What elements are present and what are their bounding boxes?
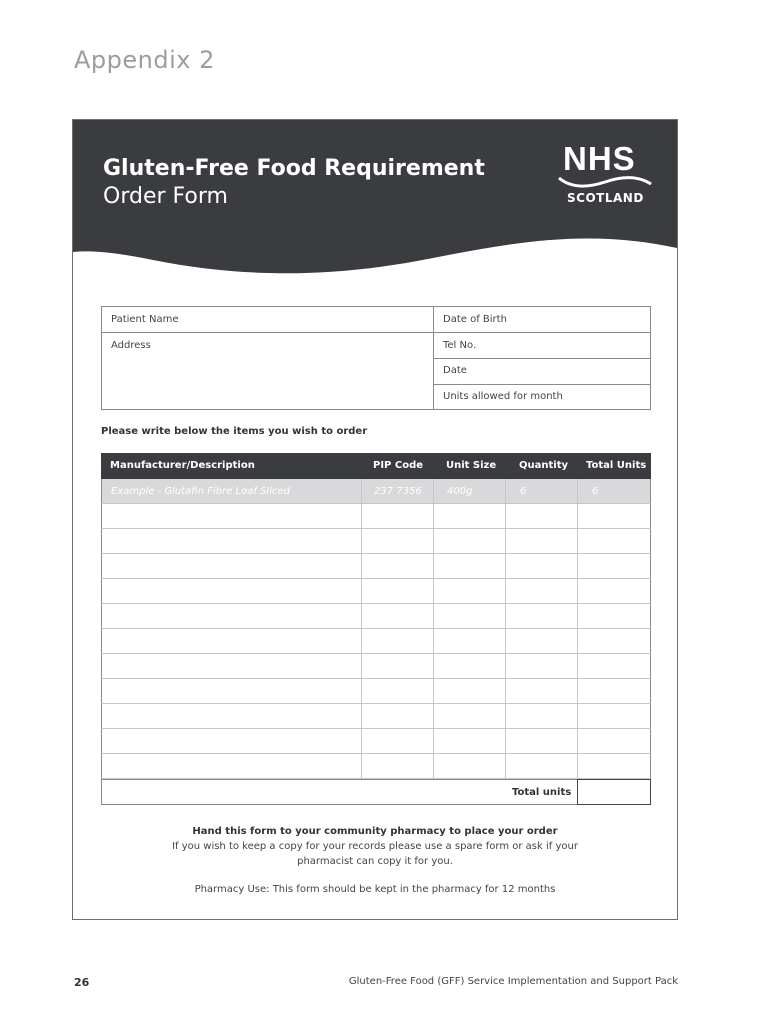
date-label: Date [443, 365, 467, 376]
table-row[interactable] [101, 654, 651, 679]
table-header [101, 453, 651, 479]
table-row[interactable] [101, 579, 651, 604]
form-subtitle: Order Form [103, 184, 228, 209]
patient-name-label: Patient Name [111, 314, 179, 325]
order-form [72, 119, 678, 920]
tel-label: Tel No. [443, 340, 477, 351]
nhs-logo-subtext: SCOTLAND [567, 191, 644, 205]
nhs-wave-icon [557, 174, 653, 190]
form-title: Gluten-Free Food Requirement [103, 156, 485, 181]
table-row[interactable] [101, 754, 651, 779]
example-size: 400g [447, 486, 473, 497]
order-table [101, 453, 651, 805]
col-manufacturer: Manufacturer/Description [110, 460, 255, 471]
total-units-label: Total units [512, 787, 572, 798]
col-pip-code: PIP Code [373, 460, 424, 471]
example-description: Example - Glutafin Fibre Loaf Sliced [111, 486, 290, 497]
example-quantity: 6 [520, 486, 527, 497]
table-row[interactable] [101, 529, 651, 554]
dob-label: Date of Birth [443, 314, 507, 325]
table-row[interactable] [101, 554, 651, 579]
table-row[interactable] [101, 729, 651, 754]
table-row[interactable] [101, 604, 651, 629]
table-row[interactable] [101, 679, 651, 704]
footer-note-3: pharmacist can copy it for you. [297, 856, 453, 867]
total-units-field[interactable] [577, 779, 651, 805]
table-row[interactable] [101, 504, 651, 529]
footer-note-2: If you wish to keep a copy for your records please use a spare form or ask if your [172, 841, 578, 852]
total-row [101, 779, 651, 805]
appendix-title: Appendix 2 [74, 46, 215, 74]
example-total: 6 [592, 486, 599, 497]
table-row[interactable] [101, 629, 651, 654]
units-allowed-label: Units allowed for month [443, 391, 563, 402]
col-total-units: Total Units [586, 460, 647, 471]
example-pip: 237 7356 [374, 486, 422, 497]
page-number: 26 [74, 976, 90, 989]
footer-note-1: Hand this form to your community pharmacy to place your order [192, 826, 558, 837]
page-footer: Gluten-Free Food (GFF) Service Implementation and Support Pack [348, 976, 678, 987]
col-quantity: Quantity [519, 460, 568, 471]
instructions: Please write below the items you wish to order [101, 426, 368, 437]
example-row [101, 479, 651, 504]
pharmacy-note: Pharmacy Use: This form should be kept in the pharmacy for 12 months [194, 884, 556, 895]
nhs-logo: NHS [563, 140, 636, 177]
address-label: Address [111, 340, 151, 351]
col-unit-size: Unit Size [446, 460, 497, 471]
table-row[interactable] [101, 704, 651, 729]
patient-info-box [101, 306, 651, 410]
